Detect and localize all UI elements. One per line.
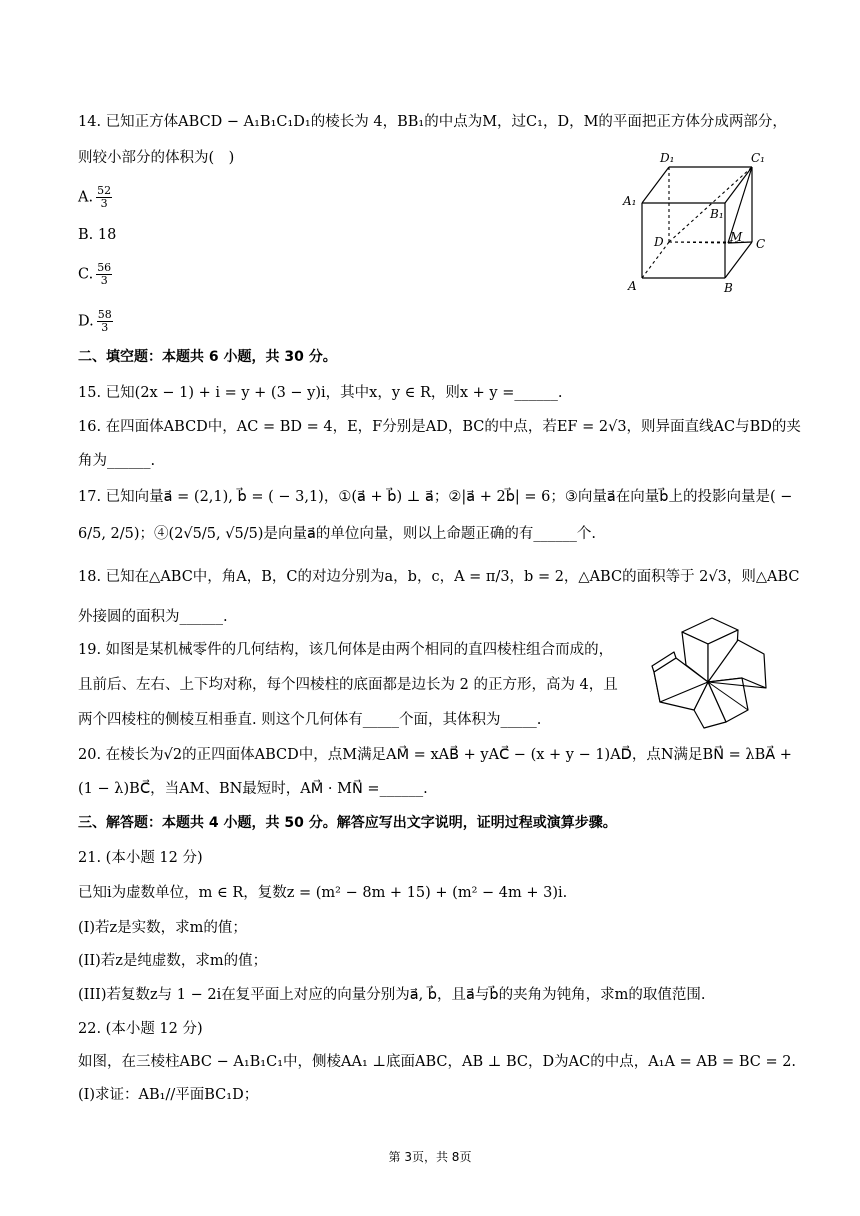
- q16-line2: 角为______.: [78, 453, 156, 469]
- q14-line1: 14. 已知正方体ABCD − A₁B₁C₁D₁的棱长为 4，BB₁的中点为M，过C₁，D，M的平面把正方体分成两部分，: [78, 114, 787, 130]
- q21-head: 21. (本小题 12 分): [78, 850, 203, 866]
- q16-line1: 16. 在四面体ABCD中，AC = BD = 4，E，F分别是AD，BC的中点，若EF = 2√3，则异面直线AC与BD的夹: [78, 419, 801, 435]
- page-footer: 第 3页，共 8页: [388, 1150, 472, 1164]
- q17-line2: 6/5, 2/5)；④(2√5/5, √5/5)是向量a⃗的单位向量，则以上命题正确的有______个.: [78, 526, 596, 542]
- q15: 15. 已知(2x − 1) + i = y + (3 − y)i，其中x，y ∈ R，则x + y =______.: [78, 385, 563, 401]
- q19-figure: [646, 610, 776, 735]
- label-d: D: [654, 235, 664, 249]
- cube-figure: [620, 145, 780, 300]
- label-c: C: [756, 237, 766, 251]
- q21-part2: (II)若z是纯虚数，求m的值；: [78, 953, 268, 969]
- q14-line2: 则较小部分的体积为( ): [78, 150, 235, 166]
- q22-line1: 如图，在三棱柱ABC − A₁B₁C₁中，侧棱AA₁ ⊥底面ABC，AB ⊥ BC，D为AC的中点，A₁A = AB = BC = 2.: [78, 1054, 797, 1070]
- q19-line2: 且前后、左右、上下均对称，每个四棱柱的底面都是边长为 2 的正方形，高为 4，且: [78, 677, 618, 693]
- label-c1: C₁: [751, 151, 765, 165]
- section-2-heading: 二、填空题：本题共 6 小题，共 30 分。: [78, 349, 337, 365]
- label-b1: B₁: [710, 207, 724, 221]
- q21-part1: (I)若z是实数，求m的值；: [78, 920, 247, 936]
- fraction: $\frac{52}{3}$: [97, 184, 112, 210]
- fraction: $\frac{56}{3}$: [97, 261, 112, 287]
- section-3-heading: 三、解答题：本题共 4 小题，共 50 分。解答应写出文字说明，证明过程或演算步骤。: [78, 815, 617, 831]
- q18-line1: 18. 已知在△ABC中，角A，B，C的对边分别为a，b，c，A = π/3，b = 2，△ABC的面积等于 2√3，则△ABC: [78, 569, 800, 585]
- q22-head: 22. (本小题 12 分): [78, 1021, 203, 1037]
- q14-option-b: B. 18: [78, 227, 117, 243]
- q20-line2: (1 − λ)BC⃗，当AM、BN最短时，AM⃗ · MN⃗ =______.: [78, 781, 428, 797]
- label-d1: D₁: [660, 151, 675, 165]
- q14-option-c: C. $\frac{56}{3}$: [78, 261, 112, 287]
- q21-part3: (III)若复数z与 1 − 2i在复平面上对应的向量分别为a⃗, b⃗，且a⃗与b⃗的夹角为钝角，求m的取值范围.: [78, 987, 706, 1003]
- q19-line3: 两个四棱柱的侧棱互相垂直. 则这个几何体有_____个面，其体积为_____.: [78, 712, 542, 728]
- label-b: B: [724, 281, 733, 295]
- q14-option-d: D. $\frac{58}{3}$: [78, 308, 112, 334]
- q20-line1: 20. 在棱长为√2的正四面体ABCD中，点M满足AM⃗ = xAB⃗ + yAC⃗ − (x + y − 1)AD⃗，点N满足BN⃗ = λBA⃗ +: [78, 747, 792, 763]
- label-a1: A₁: [623, 194, 637, 208]
- q21-line1: 已知i为虚数单位，m ∈ R，复数z = (m² − 8m + 15) + (m² − 4m + 3)i.: [78, 885, 568, 901]
- q14-option-a: A. $\frac{52}{3}$: [78, 184, 112, 210]
- q17-line1: 17. 已知向量a⃗ = (2,1), b⃗ = ( − 3,1)，①(a⃗ + b⃗) ⊥ a⃗；②|a⃗ + 2b⃗| = 6；③向量a⃗在向量b⃗上的投影向量是( −: [78, 489, 793, 505]
- fraction: $\frac{58}{3}$: [97, 308, 112, 334]
- q19-line1: 19. 如图是某机械零件的几何结构，该几何体是由两个相同的直四棱柱组合而成的，: [78, 642, 614, 658]
- label-a: A: [628, 279, 637, 293]
- q18-line2: 外接圆的面积为______.: [78, 609, 228, 625]
- q22-part1: (I)求证：AB₁//平面BC₁D；: [78, 1087, 259, 1103]
- label-m: M: [730, 230, 743, 244]
